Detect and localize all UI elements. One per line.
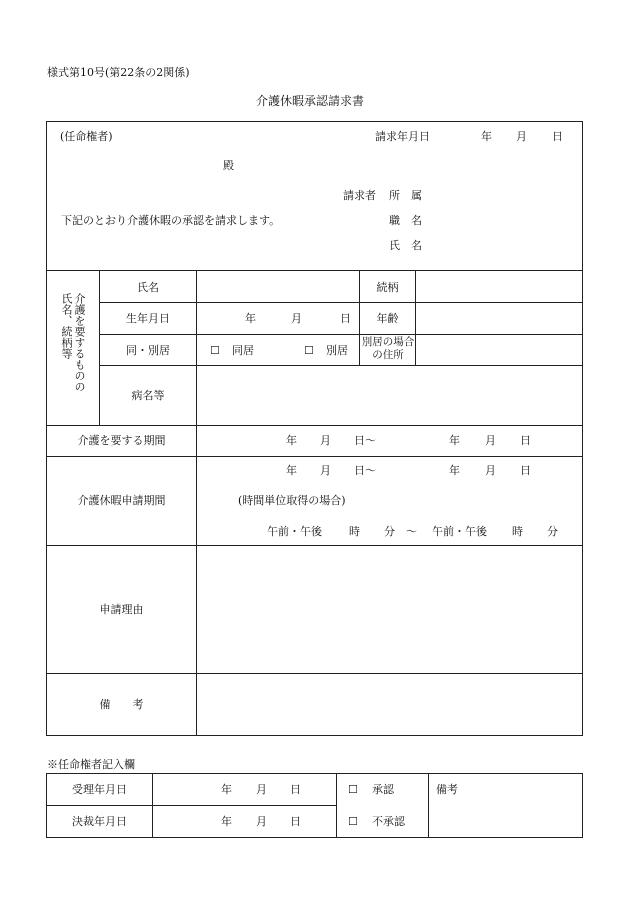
birth-month: 月 bbox=[291, 312, 302, 325]
group-label-col2: 氏名、続柄等 bbox=[60, 293, 73, 359]
appointer-label: (任命権者) bbox=[60, 130, 113, 143]
received-year: 年 bbox=[221, 783, 232, 796]
from-am-pm: 午前・午後 bbox=[267, 525, 322, 538]
request-date-label: 請求年月日 bbox=[375, 130, 430, 143]
cohabit-label: 同・別居 bbox=[126, 344, 170, 357]
name-label: 氏 名 bbox=[389, 239, 422, 252]
cohabit-option: 同居 bbox=[232, 344, 254, 357]
checkbox-icon[interactable]: ☐ bbox=[348, 783, 358, 796]
hourly-note: (時間単位取得の場合) bbox=[238, 494, 346, 507]
separate-option: 別居 bbox=[326, 344, 348, 357]
care-to-year: 年 bbox=[449, 434, 460, 447]
requester-label: 請求者 bbox=[343, 189, 376, 202]
time-range-tilde: 〜 bbox=[406, 525, 417, 538]
decided-label: 決裁年月日 bbox=[72, 815, 127, 828]
care-from-month: 月 bbox=[320, 434, 331, 447]
separate-address-label-2: の住所 bbox=[372, 349, 404, 361]
checkbox-icon[interactable]: ☐ bbox=[210, 344, 220, 357]
affiliation-label: 所 属 bbox=[389, 189, 422, 202]
care-from-day: 日〜 bbox=[354, 434, 376, 447]
received-day: 日 bbox=[290, 783, 301, 796]
relation-label: 続柄 bbox=[376, 281, 399, 294]
checkbox-icon[interactable]: ☐ bbox=[304, 344, 314, 357]
leave-from-month: 月 bbox=[320, 464, 331, 477]
request-statement: 下記のとおり介護休暇の承認を請求します。 bbox=[61, 214, 281, 227]
position-label: 職 名 bbox=[389, 214, 422, 227]
separate-address-label-1: 別居の場合 bbox=[361, 336, 415, 348]
leave-from-day: 日〜 bbox=[354, 464, 376, 477]
disapprove-option: 不承認 bbox=[372, 815, 405, 828]
admin-section-title: ※任命権者記入欄 bbox=[47, 758, 135, 771]
form-number: 様式第10号(第22条の2関係) bbox=[47, 66, 190, 79]
care-from-year: 年 bbox=[286, 434, 297, 447]
day-label: 日 bbox=[552, 130, 563, 143]
birth-day: 日 bbox=[340, 312, 351, 325]
to-minute: 分 bbox=[547, 525, 558, 538]
group-label-col1: 介護を要するものの bbox=[73, 293, 86, 392]
form-title: 介護休暇承認請求書 bbox=[256, 94, 365, 108]
decided-year: 年 bbox=[221, 815, 232, 828]
decided-day: 日 bbox=[290, 815, 301, 828]
leave-to-month: 月 bbox=[485, 464, 496, 477]
leave-to-year: 年 bbox=[449, 464, 460, 477]
from-minute: 分 bbox=[384, 525, 395, 538]
birth-year: 年 bbox=[245, 312, 256, 325]
care-to-month: 月 bbox=[485, 434, 496, 447]
approve-option: 承認 bbox=[372, 783, 394, 796]
checkbox-icon[interactable]: ☐ bbox=[348, 815, 358, 828]
admin-remarks-label: 備考 bbox=[436, 783, 458, 796]
to-am-pm: 午前・午後 bbox=[432, 525, 487, 538]
name-field-label: 氏名 bbox=[137, 281, 159, 294]
care-to-day: 日 bbox=[520, 434, 531, 447]
remarks-label: 備 考 bbox=[99, 698, 144, 711]
received-month: 月 bbox=[256, 783, 267, 796]
leave-period-label: 介護休暇申請期間 bbox=[77, 494, 166, 507]
dono-label: 殿 bbox=[223, 159, 234, 172]
leave-to-day: 日 bbox=[520, 464, 531, 477]
birth-label: 生年月日 bbox=[126, 312, 170, 325]
received-label: 受理年月日 bbox=[72, 783, 127, 796]
care-period-label: 介護を要する期間 bbox=[77, 434, 166, 447]
to-hour: 時 bbox=[512, 525, 523, 538]
from-hour: 時 bbox=[349, 525, 360, 538]
age-label: 年齢 bbox=[376, 312, 399, 325]
illness-label: 病名等 bbox=[131, 389, 165, 402]
decided-month: 月 bbox=[256, 815, 267, 828]
month-label: 月 bbox=[516, 130, 527, 143]
reason-label: 申請理由 bbox=[99, 603, 144, 616]
year-label: 年 bbox=[481, 130, 492, 143]
leave-from-year: 年 bbox=[286, 464, 297, 477]
